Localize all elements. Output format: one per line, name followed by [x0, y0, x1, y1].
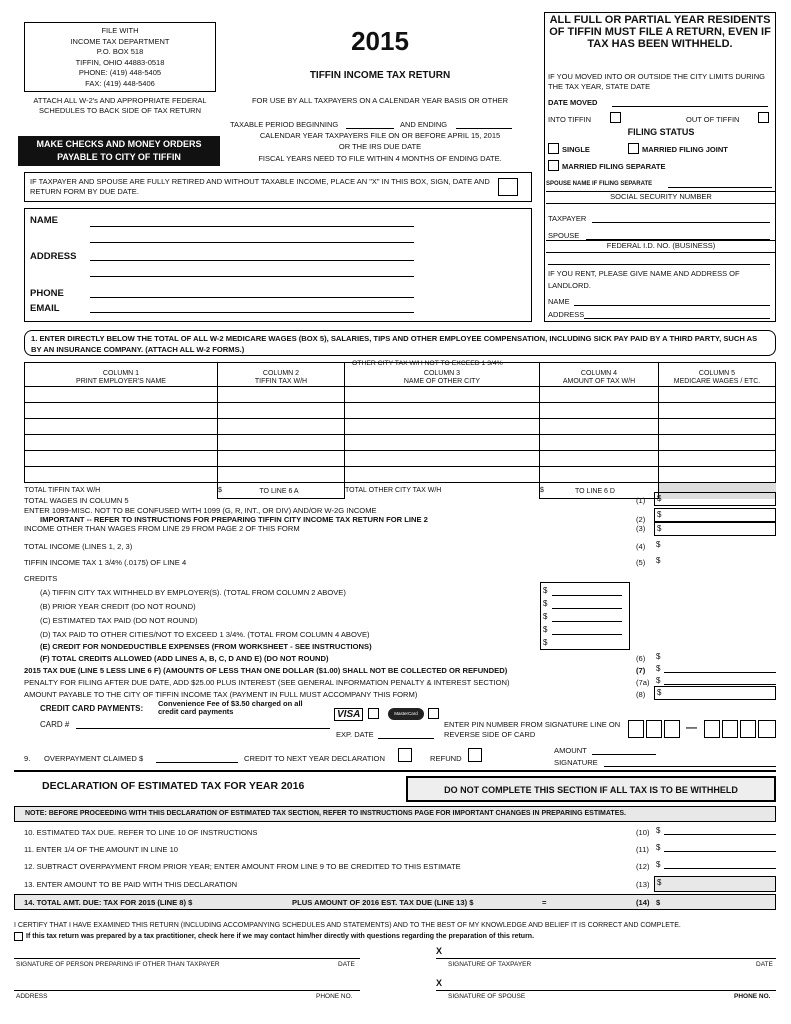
spouse-name-field[interactable] — [668, 187, 772, 188]
out-of-tiffin-checkbox[interactable] — [758, 112, 769, 123]
credit-6d-field[interactable] — [552, 634, 622, 635]
fiscal-note: FISCAL YEARS NEED TO FILE WITHIN 4 MONTHS OF ENDING DATE. — [258, 154, 502, 163]
credit-6e-amount[interactable]: $ — [543, 638, 548, 647]
joint-label: MARRIED FILING JOINT — [642, 145, 728, 154]
line-2-amount[interactable]: $ — [654, 508, 776, 522]
single-checkbox[interactable] — [548, 143, 559, 154]
line-7-field[interactable] — [664, 672, 776, 673]
table-row[interactable] — [25, 419, 776, 435]
pin-digit-6[interactable] — [740, 720, 756, 738]
line-5-amount[interactable]: $ — [656, 556, 661, 565]
line-7a-label: PENALTY FOR FILING AFTER DUE DATE, ADD $25.00 PLUS INTEREST (SEE GENERAL INFORMATION PENALTY & INTEREST SECTION) — [24, 678, 510, 687]
line-14-equals: = — [542, 898, 547, 907]
mastercard-icon: MasterCard — [388, 708, 424, 720]
line-1-amount[interactable]: $ — [654, 492, 776, 506]
refund-label: REFUND — [430, 754, 462, 763]
checks-note: MAKE CHECKS AND MONEY ORDERS PAYABLE TO CITY OF TIFFIN — [18, 136, 220, 166]
credit-next-checkbox[interactable] — [398, 748, 412, 762]
line-10-amount[interactable]: $ — [656, 826, 661, 835]
preparer-address-field[interactable] — [14, 990, 360, 991]
convenience-fee-note: Convenience Fee of $3.50 charged on all credit card payments — [158, 699, 303, 716]
date-moved-label: DATE MOVED — [548, 98, 598, 107]
certify-note: I CERTIFY THAT I HAVE EXAMINED THIS RETURN (INCLUDING ACCOMPANYING SCHEDULES AND STATEMENTS) AND TO THE BEST OF MY KNOWLEDGE AND BELIEF IT IS CORRECT AND COMPLETE. — [14, 922, 681, 929]
line-2b-label: IMPORTANT -- REFER TO INSTRUCTIONS FOR PREPARING TIFFIN CITY INCOME TAX RETURN FOR LINE 2 — [40, 515, 428, 524]
filing-status-title: FILING STATUS — [627, 127, 695, 137]
line-4-amount[interactable]: $ — [656, 540, 661, 549]
line-12-field[interactable] — [664, 868, 776, 869]
visa-checkbox[interactable] — [368, 708, 379, 719]
pin-digit-4[interactable] — [704, 720, 720, 738]
taxpayer-signature-label: SIGNATURE OF TAXPAYER — [448, 961, 532, 968]
table-row[interactable] — [25, 451, 776, 467]
estimate-warning: DO NOT COMPLETE THIS SECTION IF ALL TAX IS TO BE WITHHELD — [406, 776, 776, 802]
email-label: EMAIL — [30, 303, 60, 314]
preparer-signature-label: SIGNATURE OF PERSON PREPARING IF OTHER THAN TAXPAYER — [16, 961, 220, 968]
spouse-ssn-label: SPOUSE — [548, 231, 580, 240]
line-7-number: (7) — [636, 666, 646, 675]
overpayment-label: OVERPAYMENT CLAIMED $ — [44, 754, 144, 763]
line-3-amount[interactable]: $ — [654, 522, 776, 536]
amount-label: AMOUNT — [554, 746, 587, 755]
pin-digit-2[interactable] — [646, 720, 662, 738]
spouse-x-mark: X — [436, 978, 443, 988]
credit-6b-field[interactable] — [552, 608, 622, 609]
landlord-address-label: ADDRESS — [548, 310, 585, 319]
credits-amount-box — [540, 582, 630, 650]
credit-6d-amount[interactable]: $ — [543, 625, 548, 634]
name-label: NAME — [30, 215, 58, 226]
line-14-amount[interactable]: $ — [656, 898, 661, 907]
file-with-box — [24, 22, 216, 92]
spouse-name-label: SPOUSE NAME IF FILING SEPARATE — [546, 181, 653, 187]
line-11-number: (11) — [636, 845, 649, 854]
credit-6c-amount[interactable]: $ — [543, 612, 548, 621]
line-6-number: (6) — [636, 654, 646, 663]
line-7-amount[interactable]: $ — [656, 664, 661, 673]
line-7a-field[interactable] — [664, 684, 776, 685]
line-2a-label: ENTER 1099-MISC. NOT TO BE CONFUSED WITH 1099 (G, R, INT., OR DIV) AND/OR W-2G INCOME — [24, 506, 377, 515]
pin-digit-7[interactable] — [758, 720, 776, 738]
line-5-label: TIFFIN INCOME TAX 1 3/4% (.0175) OF LINE 4 — [24, 558, 187, 567]
taxpayer-ssn-field[interactable] — [592, 222, 770, 223]
pin-digit-5[interactable] — [722, 720, 738, 738]
line-11-label: 11. ENTER 1/4 OF THE AMOUNT IN LINE 10 — [24, 845, 179, 854]
address-field-2[interactable] — [90, 276, 414, 277]
signature-field[interactable] — [604, 766, 776, 767]
line-6b-label: (B) PRIOR YEAR CREDIT (DO NOT ROUND) — [40, 602, 196, 611]
line-6e-label: (E) CREDIT FOR NONDEDUCTIBLE EXPENSES (FROM WORKSHEET - SEE INSTRUCTIONS) — [40, 642, 372, 651]
preparer-signature-field[interactable] — [14, 958, 360, 959]
line-14-number: (14) — [636, 898, 650, 907]
address-label: ADDRESS — [30, 251, 77, 262]
ssn-header: SOCIAL SECURITY NUMBER — [546, 191, 776, 204]
line-13-amount[interactable]: $ — [654, 876, 776, 892]
file-with-line: INCOME TAX DEPARTMENT — [70, 36, 170, 46]
line-3-number: (3) — [636, 524, 646, 533]
taxpayer-x-mark: X — [436, 946, 443, 956]
taxpayer-date-label: DATE — [756, 961, 773, 968]
credit-6c-field[interactable] — [552, 621, 622, 622]
single-label: SINGLE — [562, 145, 590, 154]
col1-header: COLUMN 1 PRINT EMPLOYER'S NAME — [25, 363, 218, 387]
spouse-phone-label: PHONE NO. — [734, 993, 771, 1000]
line-4-number: (4) — [636, 542, 646, 551]
mastercard-checkbox[interactable] — [428, 708, 439, 719]
credit-6a-field[interactable] — [552, 595, 622, 596]
line-6a-label: (A) TIFFIN CITY TAX WITHHELD BY EMPLOYER(S). (TOTAL FROM COLUMN 2 ABOVE) — [40, 588, 346, 597]
file-with-line: PHONE: (419) 448-5405 — [78, 68, 162, 77]
col2-header: COLUMN 2 TIFFIN TAX W/H — [218, 363, 345, 387]
estimate-title: DECLARATION OF ESTIMATED TAX FOR YEAR 2016 — [42, 780, 305, 792]
file-with-line: FILE WITH — [101, 26, 139, 35]
taxpayer-ssn-label: TAXPAYER — [548, 214, 587, 223]
file-with-line: FAX: (419) 448-5406 — [85, 78, 155, 88]
total-other-field[interactable]: $ — [540, 483, 659, 499]
total-other-label: TOTAL OTHER CITY TAX W/H — [345, 483, 540, 499]
phone-label: PHONE — [30, 288, 64, 299]
spouse-signature-field[interactable] — [436, 990, 776, 991]
name-field-2[interactable] — [90, 242, 414, 243]
landlord-name-label: NAME — [548, 297, 570, 306]
fein-header: FEDERAL I.D. NO. (BUSINESS) — [546, 240, 776, 253]
line-8-number: (8) — [636, 690, 646, 699]
line-6d-label: (D) TAX PAID TO OTHER CITIES/NOT TO EXCEED 1 3/4%. (TOTAL FROM COLUMN 4 ABOVE) — [40, 630, 370, 639]
col4-header: COLUMN 4 AMOUNT OF TAX W/H — [540, 363, 659, 387]
preparer-address-label: ADDRESS — [16, 993, 48, 1000]
taxpayer-signature-field[interactable] — [436, 958, 776, 959]
attach-note: ATTACH ALL W-2's AND APPROPRIATE FEDERAL SCHEDULES TO BACK SIDE OF TAX RETURN — [33, 96, 207, 115]
to-line-6d: TO LINE 6 D — [575, 488, 615, 495]
amount-field[interactable] — [592, 754, 656, 755]
spouse-signature-label: SIGNATURE OF SPOUSE — [448, 993, 526, 1000]
total-tiffin-field[interactable]: $ — [218, 483, 345, 499]
pin-separator: — — [686, 722, 697, 734]
w2-instruction: 1. ENTER DIRECTLY BELOW THE TOTAL OF ALL W-2 MEDICARE WAGES (BOX 5), SALARIES, TIPS AND OTHER EMPLOYEE COMPENSATION, INCLUDING SICK PAY PAID BY A THIRD PARTY, SUCH AS BY AN INSURANCE COMPANY. (ATTACH ALL W-2 FORMS.) — [24, 330, 776, 356]
ending-label: AND ENDING — [400, 120, 448, 129]
table-row[interactable] — [25, 387, 776, 403]
phone-field[interactable] — [90, 297, 414, 298]
line-12-amount[interactable]: $ — [656, 860, 661, 869]
address-field-1[interactable] — [90, 260, 414, 261]
preparer-date-label: DATE — [338, 961, 355, 968]
preparer-contact-checkbox[interactable] — [14, 932, 23, 941]
refund-checkbox[interactable] — [468, 748, 482, 762]
preparer-contact-note: If this tax return was prepared by a tax practitioner, check here if we may contact him/her directly with questions regarding the preparation of this return. — [26, 933, 535, 940]
table-row[interactable] — [25, 435, 776, 451]
period-end-field[interactable] — [456, 128, 512, 129]
table-row[interactable] — [25, 403, 776, 419]
separate-label: MARRIED FILING SEPARATE — [562, 162, 666, 171]
other-city-note: OTHER CITY TAX W/H NOT TO EXCEED 1 3/4% — [352, 360, 503, 367]
line-13-label: 13. ENTER AMOUNT TO BE PAID WITH THIS DECLARATION — [24, 880, 238, 889]
total-tiffin-label: TOTAL TIFFIN TAX W/H — [25, 483, 218, 499]
line-6f-label: (F) TOTAL CREDITS ALLOWED (ADD LINES A, B, C, D AND E) (DO NOT ROUND) — [40, 654, 329, 663]
retired-checkbox[interactable] — [498, 178, 518, 196]
irs-note: OR THE IRS DUE DATE — [338, 142, 422, 151]
landlord-address-field[interactable] — [584, 318, 770, 319]
line-6-amount[interactable]: $ — [656, 652, 661, 661]
col5-header: COLUMN 5 MEDICARE WAGES / ETC. — [659, 363, 776, 387]
into-tiffin-label: INTO TIFFIN — [548, 115, 592, 124]
for-use-note: FOR USE BY ALL TAXPAYERS ON A CALENDAR YEAR BASIS OR OTHER — [251, 96, 509, 105]
preparer-phone-label: PHONE NO. — [316, 993, 353, 1000]
table-row[interactable] — [25, 467, 776, 483]
line-12-number: (12) — [636, 862, 650, 871]
joint-checkbox[interactable] — [628, 143, 639, 154]
form-title: TIFFIN INCOME TAX RETURN — [309, 70, 451, 81]
retired-note: IF TAXPAYER AND SPOUSE ARE FULLY RETIRED AND WITHOUT TAXABLE INCOME, PLACE AN "X" IN THIS BOX, SIGN, DATE AND RETURN FORM BY DUE DATE. — [30, 177, 490, 196]
line-10-label: 10. ESTIMATED TAX DUE. REFER TO LINE 10 OF INSTRUCTIONS — [24, 828, 258, 837]
line-10-number: (10) — [636, 828, 650, 837]
section-divider — [14, 770, 776, 772]
period-label: TAXABLE PERIOD BEGINNING — [230, 120, 339, 129]
line-3-label: INCOME OTHER THAN WAGES FROM LINE 29 FROM PAGE 2 OF THIS FORM — [24, 524, 300, 533]
overpayment-field[interactable] — [156, 762, 238, 763]
line-14-plus-label: PLUS AMOUNT OF 2016 EST. TAX DUE (LINE 13) $ — [292, 898, 474, 907]
out-of-tiffin-label: OUT OF TIFFIN — [686, 115, 740, 124]
period-begin-field[interactable] — [346, 128, 394, 129]
line-1-number: (1) — [636, 496, 646, 505]
line-1-label: TOTAL WAGES IN COLUMN 5 — [24, 496, 129, 505]
email-field[interactable] — [90, 312, 414, 313]
name-field-1[interactable] — [90, 226, 414, 227]
line-6c-label: (C) ESTIMATED TAX PAID (DO NOT ROUND) — [40, 616, 198, 625]
fein-field[interactable] — [548, 264, 770, 265]
credit-6b-amount[interactable]: $ — [543, 599, 548, 608]
line-9-number: 9. — [24, 754, 31, 763]
into-tiffin-checkbox[interactable] — [610, 112, 621, 123]
estimate-note: NOTE: BEFORE PROCEEDING WITH THIS DECLARATION OF ESTIMATED TAX SECTION, REFER TO INSTRUCTIONS PAGE FOR IMPORTANT CHANGES IN PREPARING ESTIMATES. — [14, 806, 776, 822]
pin-digit-1[interactable] — [628, 720, 644, 738]
landlord-name-field[interactable] — [574, 305, 770, 306]
line-6-label: CREDITS — [24, 574, 58, 583]
line-5-number: (5) — [636, 558, 646, 567]
line-8-amount[interactable]: $ — [654, 686, 776, 700]
credit-6a-amount[interactable]: $ — [543, 586, 548, 595]
exp-date-field[interactable] — [378, 738, 434, 739]
date-moved-field[interactable] — [612, 106, 768, 107]
pin-digit-3[interactable] — [664, 720, 680, 738]
signature-label: SIGNATURE — [554, 758, 598, 767]
visa-icon: VISA — [334, 708, 363, 721]
line-11-field[interactable] — [664, 851, 776, 852]
residents-note: ALL FULL OR PARTIAL YEAR RESIDENTS OF TIFFIN MUST FILE A RETURN, EVEN IF TAX HAS BEEN WITHHELD. — [549, 14, 771, 50]
line-2-number: (2) — [636, 515, 646, 524]
credit-card-label: CREDIT CARD PAYMENTS: — [40, 704, 144, 713]
file-with-line: P.O. BOX 518 — [96, 47, 144, 56]
to-line-6a: TO LINE 6 A — [259, 488, 299, 495]
moved-note: IF YOU MOVED INTO OR OUTSIDE THE CITY LIMITS DURING THE TAX YEAR, STATE DATE — [548, 72, 765, 91]
exp-date-label: EXP. DATE — [336, 730, 374, 739]
w2-table — [24, 362, 776, 499]
credit-next-label: CREDIT TO NEXT YEAR DECLARATION — [244, 754, 385, 763]
rent-note: IF YOU RENT, PLEASE GIVE NAME AND ADDRESS OF LANDLORD. — [548, 269, 740, 290]
tax-year: 2015 — [351, 26, 409, 56]
pin-note: ENTER PIN NUMBER FROM SIGNATURE LINE ON REVERSE SIDE OF CARD — [444, 720, 621, 739]
line-7-label: 2015 TAX DUE (LINE 5 LESS LINE 6 F) (AMOUNTS OF LESS THAN ONE DOLLAR ($1.00) SHALL NOT BE COLLECTED OR REFUNDED) — [24, 666, 508, 675]
card-number-field[interactable] — [76, 728, 330, 729]
calendar-note: CALENDAR YEAR TAXPAYERS FILE ON OR BEFORE APRIL 15, 2015 — [259, 131, 501, 140]
file-with-line: TIFFIN, OHIO 44883-0518 — [75, 57, 165, 67]
line-11-amount[interactable]: $ — [656, 843, 661, 852]
line-14-label: 14. TOTAL AMT. DUE: TAX FOR 2015 (LINE 8) $ — [24, 898, 193, 907]
line-10-field[interactable] — [664, 834, 776, 835]
line-12-label: 12. SUBTRACT OVERPAYMENT FROM PRIOR YEAR; ENTER AMOUNT FROM LINE 9 TO BE CREDITED TO THIS ESTIMATE — [24, 862, 461, 871]
line-13-number: (13) — [636, 880, 650, 889]
line-7a-amount[interactable]: $ — [656, 676, 661, 685]
card-number-label: CARD # — [40, 720, 70, 729]
line-7a-number: (7a) — [636, 678, 650, 687]
line-8-label: AMOUNT PAYABLE TO THE CITY OF TIFFIN INCOME TAX (PAYMENT IN FULL MUST ACCOMPANY THIS FORM) — [24, 690, 418, 699]
col3-header: COLUMN 3 NAME OF OTHER CITY — [345, 363, 540, 387]
separate-checkbox[interactable] — [548, 160, 559, 171]
line-4-label: TOTAL INCOME (LINES 1, 2, 3) — [24, 542, 133, 551]
